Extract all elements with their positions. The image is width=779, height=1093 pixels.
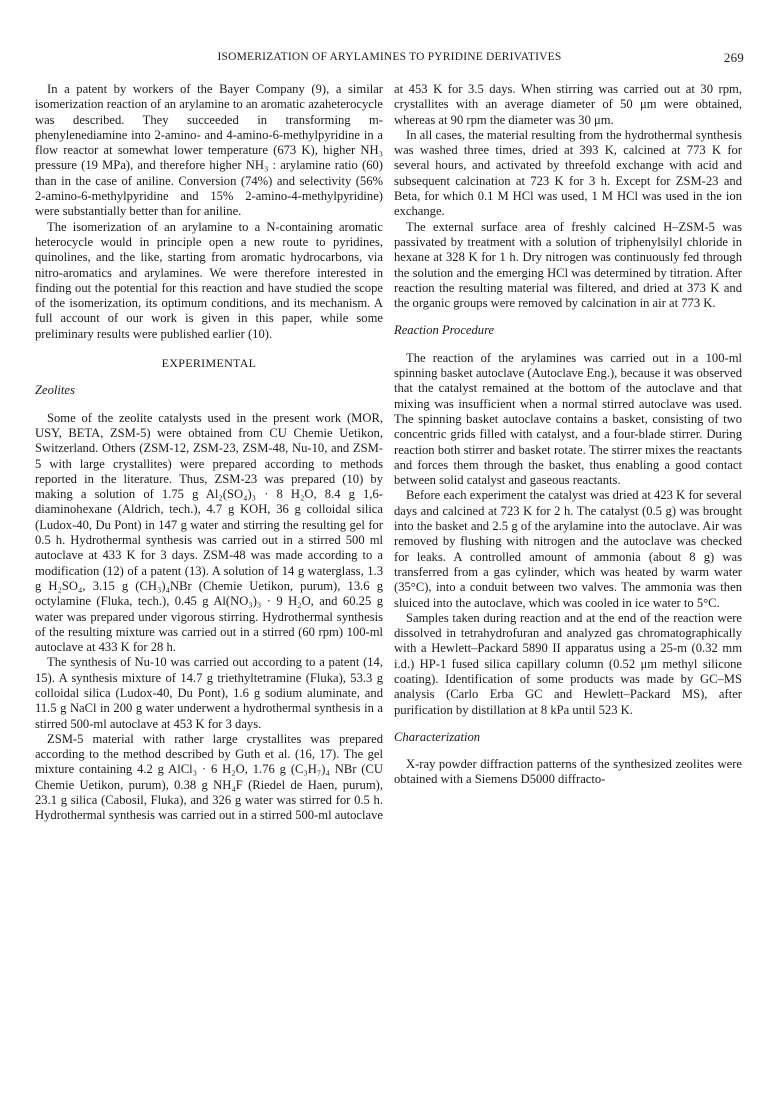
section-heading-experimental: EXPERIMENTAL — [161, 356, 257, 371]
paragraph-bayer-patent: In a patent by workers of the Bayer Company (9), a similar isomerization reaction of an arylamine to an aromatic azaheterocycle was described. They succeeded in transforming m-phenylenediamine into 2-amino- and 4-amino-6-methylpyridine in a flow reactor at somewhat lower temperature (673 K), higher NH₃ pressure (19 MPa), and therefore higher NH₃ : arylamine ratio (60) than in the case of aniline. Conversion (74%) and selectivity (56% 2-amino-6-methylpyridine and 15% 2-amino-4-methylpyridine) were substantially better than for aniline. — [35, 82, 383, 219]
paragraph-post-treatment: In all cases, the material resulting from the hydrothermal synthesis was washed three times, dried at 393 K, calcined at 773 K for several hours, and activated by threefold exchange with acid and subsequent calcination at 723 K for 3 h. Except for ZSM-23 and Beta, for which 0.1 M HCl was used, 1 M HCl was used in the ion exchange. — [394, 127, 742, 219]
subsection-heading-characterization: Characterization — [394, 729, 481, 744]
paragraph-zsm5-synthesis: ZSM-5 material with rather large crystallites was prepared according to the method described by Guth et al. (16, 17). The gel mixture containing 4.2 g AlCl₃ · 6 H₂O, 1.76 g (C₃H₇)₄ NBr (CU Chemie Uetikon, purum), 0.38 g NH₄F (Riedel de Haen, purum), 23.1 g silica (Cabosil, Fluka), and 326 g water was stirred for 0.5 h. Hydrothermal synthesis was carried out in a stirred 500-ml autoclave — [35, 731, 383, 823]
right-column — [394, 82, 742, 788]
paragraph-sample-analysis: Samples taken during reaction and at the end of the reaction were dissolved in tetrahydrofuran and analyzed gas chromatographically with a Hewlett–Packard 5890 II apparatus using a 25-m (0.32 mm i.d.) HP-1 fused silica capillary column (0.52 μm methyl silicone coating). Identification of some products was made by GC–MS analysis (Carlo Erba GC and Hewlett–Packard MS), after purification by distillation at 8 kPa until 523 K. — [394, 610, 742, 717]
page-number: 269 — [723, 50, 744, 65]
paragraph-spinning-basket: The reaction of the arylamines was carried out in a 100-ml spinning basket autoclave (Autoclave Eng.), because it was observed that the catalyst remained at the bottom of the autoclave and that mixing was insufficient when a normal stirred autoclave was used. The spinning basket autoclave contains a basket, consisting of two concentric grids filled with catalyst, and a four-blade stirrer. During reaction both stirrer and basket rotate. The stirrer mixes the reactants and forces them through the basket, thus enabling a good contact between solid catalyst and gaseous reactants. — [394, 350, 742, 488]
paragraph-xray-diffraction: X-ray powder diffraction patterns of the synthesized zeolites were obtained with a Siemens D5000 diffracto- — [394, 757, 742, 787]
subsection-heading-reaction-procedure: Reaction Procedure — [394, 323, 495, 338]
subsection-heading-zeolites: Zeolites — [35, 383, 75, 398]
paragraph-nu10-synthesis: The synthesis of Nu-10 was carried out according to a patent (14, 15). A synthesis mixture of 14.7 g triethyltetramine (Fluka), 53.3 g colloidal silica (Ludox-40, Du Pont), 1.6 g sodium aluminate, and 11.5 g NaCl in 200 g water underwent a hydrothermal synthesis in a stirred 500-ml autoclave at 453 K for 3 days. — [35, 655, 383, 731]
running-header — [35, 51, 744, 67]
paragraph-crystallite-size: at 453 K for 3.5 days. When stirring was carried out at 30 rpm, crystallites with an average diameter of 50 μm were obtained, whereas at 90 rpm the diameter was 30 μm. — [394, 82, 742, 127]
paragraph-isomerization-route: The isomerization of an arylamine to a N-containing aromatic heterocycle would in principle open a new route to pyridines, quinolines, and the like, starting from aromatic hydrocarbons, via nitro-aromatics and arylamines. We were therefore interested in finding out the potential for this reaction and have studied the scope of the isomerization, its optimum conditions, and its mechanism. A full account of our work is given in this paper, while some preliminary results were published earlier (10). — [35, 219, 383, 341]
running-title: ISOMERIZATION OF ARYLAMINES TO PYRIDINE DERIVATIVES — [217, 51, 562, 63]
paragraph-surface-passivation: The external surface area of freshly calcined H–ZSM-5 was passivated by treatment with a solution of triphenylsilyl chloride in hexane at 328 K for 1 h. Dry nitrogen was continuously fed through the solution and the emerging HCl was determined by titration. After reaction the resulting material was filtered, and dried at 373 K and the organic groups were removed by calcination in air at 773 K. — [394, 219, 742, 311]
left-column — [35, 82, 383, 824]
paragraph-zeolite-sources: Some of the zeolite catalysts used in the present work (MOR, USY, BETA, ZSM-5) were obtained from CU Chemie Uetikon, Switzerland. Others (ZSM-12, ZSM-23, ZSM-48, Nu-10, and ZSM-5 with large crystallites) were prepared according to methods reported in the literature. Thus, ZSM-23 was prepared (10) by making a solution of 1.75 g Al₂(SO₄)₃ · 8 H₂O, 8.4 g 1,6-diaminohexane (Aldrich, tech.), 4.7 g KOH, 36 g colloidal silica (Ludox-40, Du Pont) in 147 g water and stirring the resulting gel for 0.5 h. Hydrothermal synthesis was carried out in a stirred 500 ml autoclave at 433 K for 3 days. ZSM-48 was made according to a modification (12) of a patent (13). A solution of 14 g waterglass, 1.3 g H₂SO₄, 3.15 g (CH₃)₄NBr (Chemie Uetikon, purum), 13.6 g octylamine (Fluka, tech.), 0.45 g Al(NO₃)₃ · 9 H₂O, and 60.25 g water was prepared under vigorous stirring. Hydrothermal synthesis of the resulting mixture was carried out in a stirred (60 rpm) 100-ml autoclave at 433 K for 28 h. — [35, 410, 383, 655]
paragraph-experiment-setup: Before each experiment the catalyst was dried at 423 K for several days and calcined at 723 K for 2 h. The catalyst (0.5 g) was brought into the basket and 2.5 g of the arylamine into the autoclave. Air was removed by flushing with nitrogen and the autoclave was checked for leaks. A controlled amount of ammonia (about 8 g) was transferred from a gas cylinder, which was heated by warm water (35°C), into a conduit between two valves. The ammonia was then sluiced into the autoclave, which was cooled in ice water to 5°C. — [394, 488, 742, 610]
